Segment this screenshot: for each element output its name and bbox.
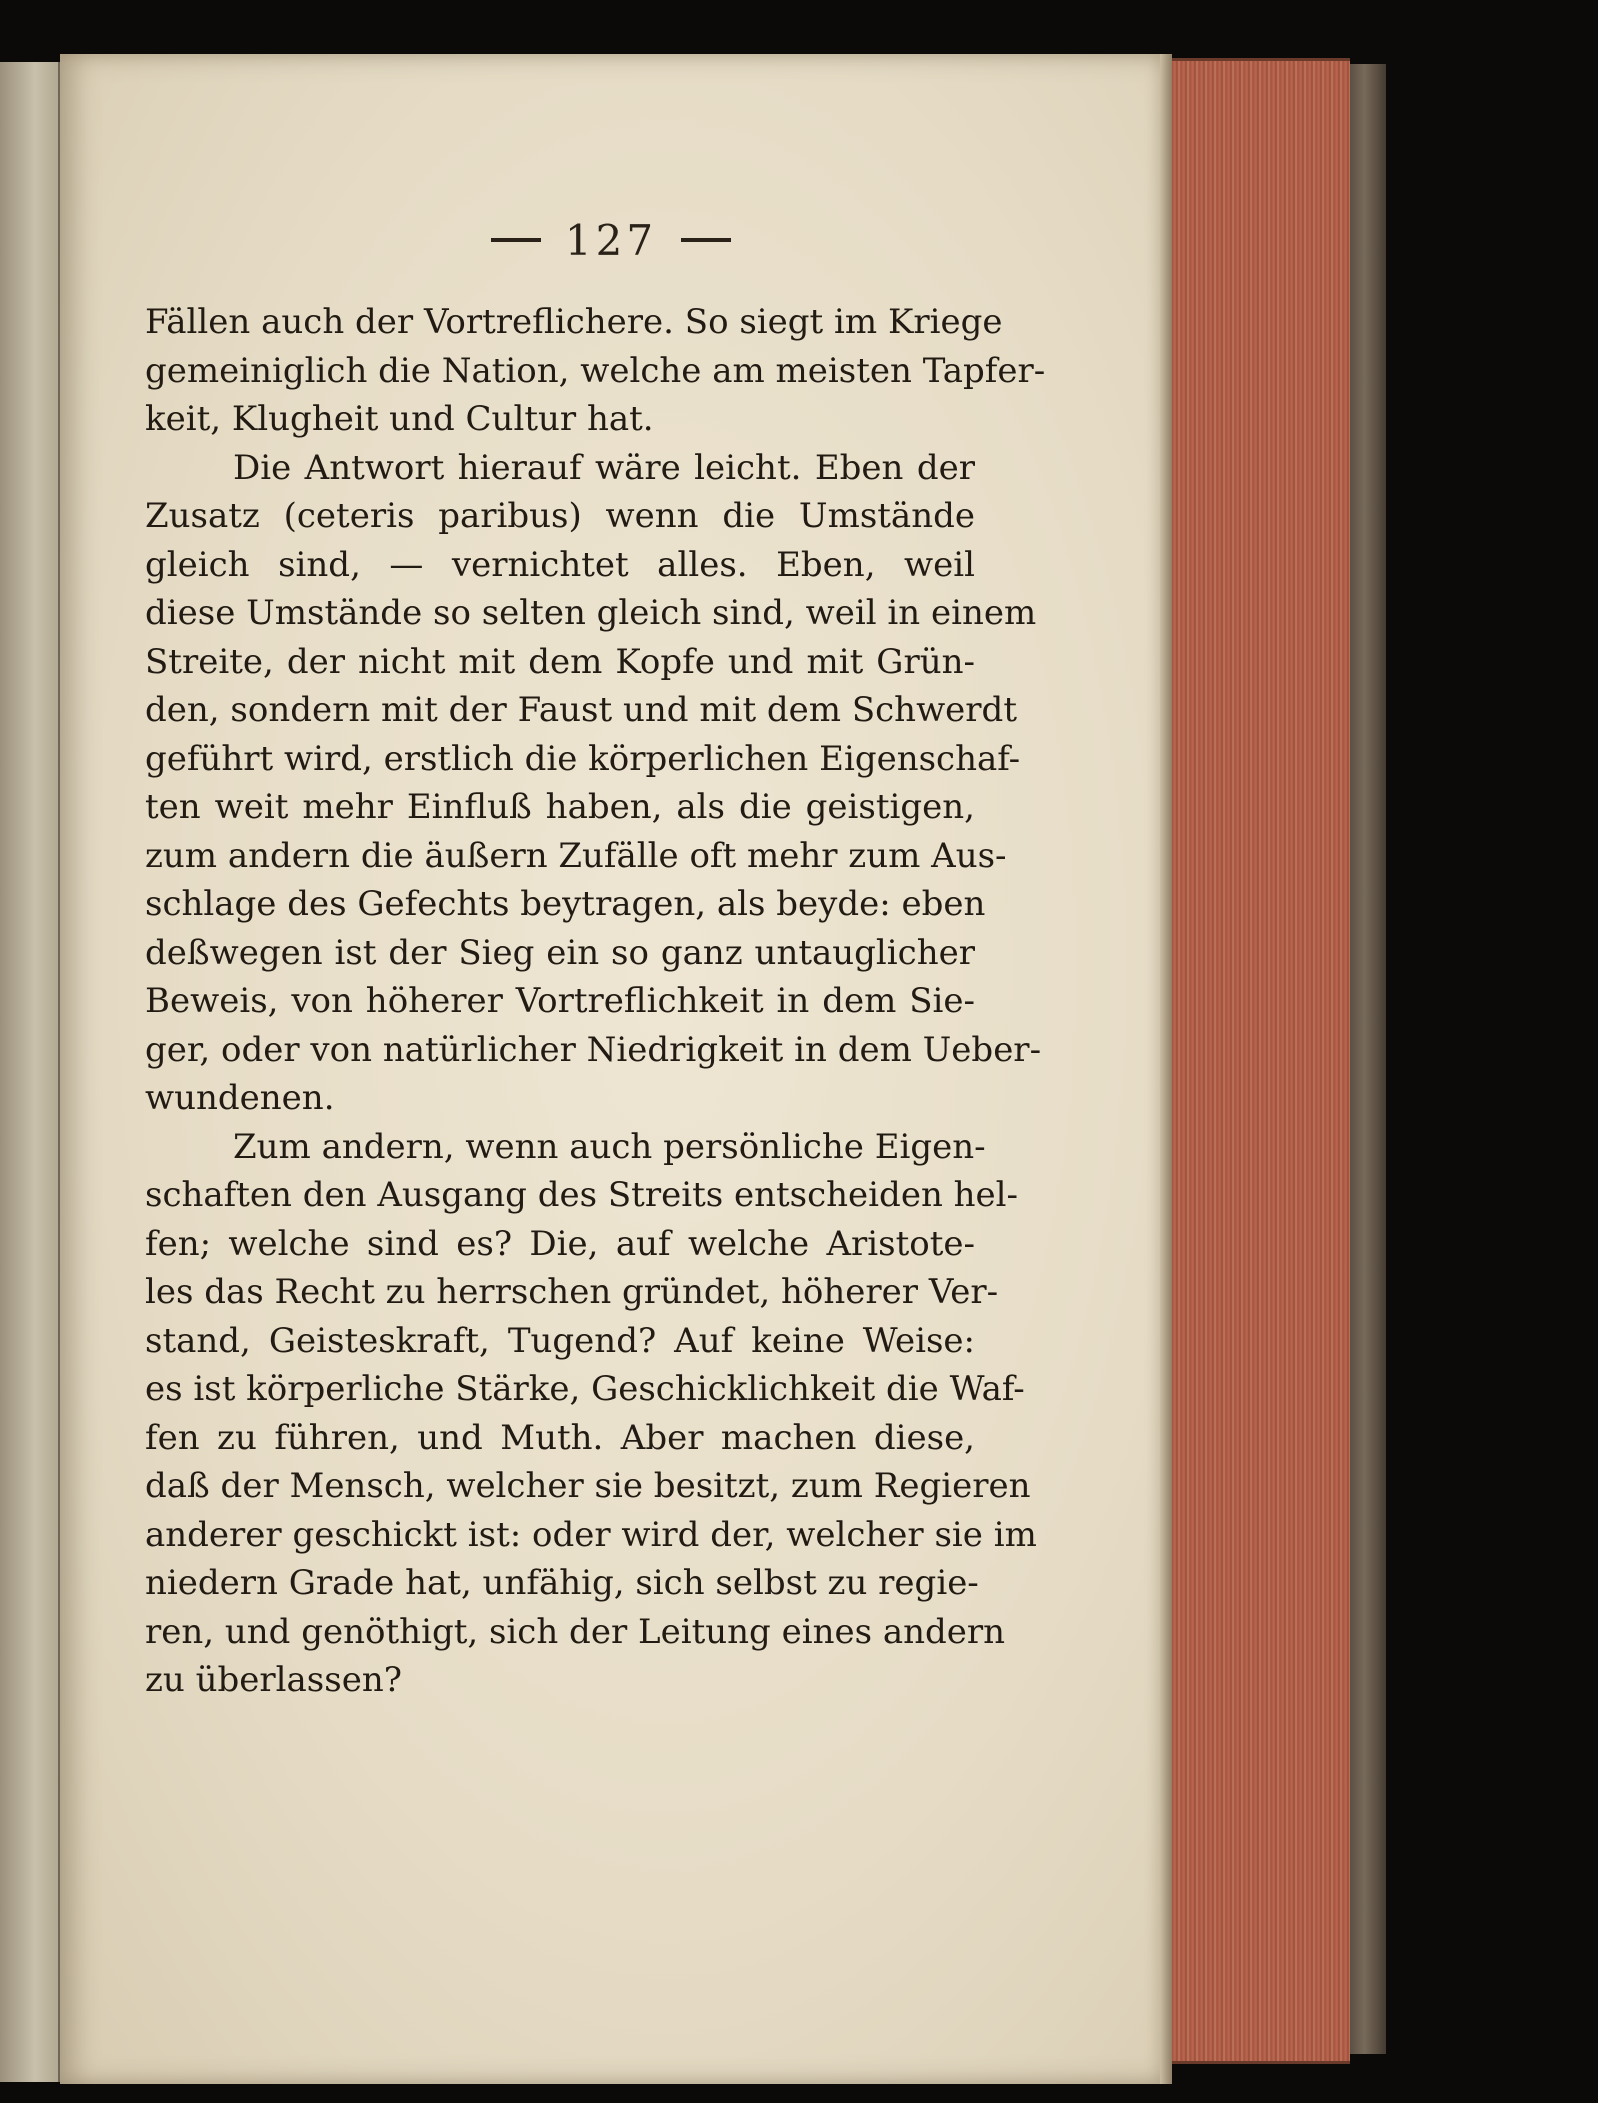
- text-line: Fällen auch der Vortreflichere. So siegt im Kriege: [145, 302, 1003, 342]
- text-line: ger, oder von natürlicher Niedrigkeit in dem Ueber-: [145, 1029, 1042, 1070]
- text-line: Streite, der nicht mit dem Kopfe und mit Grün-: [145, 641, 975, 682]
- text-line: Zusatz (ceteris paribus) wenn die Umstände: [145, 496, 975, 536]
- text-line: anderer geschickt ist: oder wird der, welcher sie im: [145, 1514, 1037, 1555]
- text-line: gemeiniglich die Nation, welche am meisten Tapfer-: [145, 350, 1046, 391]
- text-line: Beweis, von höherer Vortreflichkeit in dem Sie-: [145, 981, 975, 1021]
- text-line: zum andern die äußern Zufälle oft mehr zum Aus-: [145, 835, 1007, 876]
- text-line: zu überlassen?: [145, 1660, 402, 1700]
- text-line: Zum andern, wenn auch persönliche Eigen-: [233, 1126, 986, 1167]
- text-line: Die Antwort hierauf wäre leicht. Eben der: [233, 447, 975, 488]
- text-line: wundenen.: [145, 1078, 335, 1118]
- text-line: les das Recht zu herrschen gründet, höherer Ver-: [145, 1272, 999, 1312]
- facing-page-edge: [0, 62, 60, 2082]
- text-line: fen zu führen, und Muth. Aber machen diese,: [145, 1417, 975, 1458]
- text-line: stand, Geisteskraft, Tugend? Auf keine Weise:: [145, 1320, 975, 1361]
- text-line: ren, und genöthigt, sich der Leitung eines andern: [145, 1611, 1006, 1652]
- text-line: schlage des Gefechts beytragen, als beyde: eben: [145, 884, 986, 924]
- text-line: daß der Mensch, welcher sie besitzt, zum Regieren: [145, 1466, 1031, 1506]
- text-line: fen; welche sind es? Die, auf welche Aristote-: [145, 1223, 975, 1264]
- page-header: [60, 210, 1162, 270]
- text-line: diese Umstände so selten gleich sind, weil in einem: [145, 593, 1037, 633]
- text-line: ten weit mehr Einfluß haben, als die geistigen,: [145, 787, 975, 827]
- text-line: schaften den Ausgang des Streits entscheiden hel-: [145, 1175, 1019, 1215]
- header-dash-right: [681, 238, 731, 242]
- page-block-edge: [1172, 58, 1350, 2064]
- page-gutter: [1160, 54, 1172, 2084]
- text-line: deßwegen ist der Sieg ein so ganz untauglicher: [145, 932, 975, 973]
- text-line: den, sondern mit der Faust und mit dem Schwerdt: [145, 690, 1017, 730]
- header-dash-left: [491, 238, 541, 242]
- text-line: niedern Grade hat, unfähig, sich selbst zu regie-: [145, 1563, 979, 1603]
- book-cover-edge: [1350, 64, 1386, 2054]
- text-line: gleich sind, — vernichtet alles. Eben, weil: [145, 544, 975, 585]
- body-text: [145, 298, 1046, 1705]
- text-line: keit, Klugheit und Cultur hat.: [145, 399, 654, 439]
- text-line: geführt wird, erstlich die körperlichen Eigenschaf-: [145, 738, 1021, 779]
- page-number: 127: [564, 215, 658, 265]
- text-line: es ist körperliche Stärke, Geschicklichkeit die Waf-: [145, 1369, 1025, 1409]
